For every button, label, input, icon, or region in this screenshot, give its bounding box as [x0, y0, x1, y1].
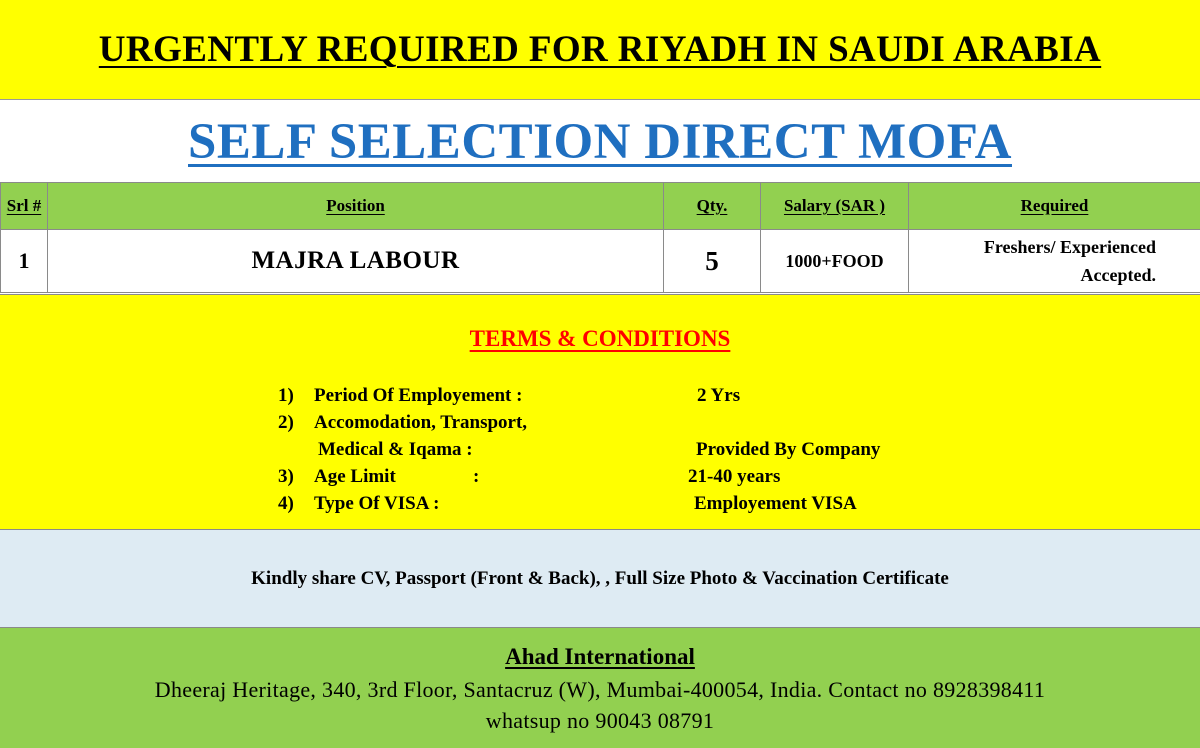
- terms-section: [0, 294, 1200, 530]
- positions-table: [0, 182, 1200, 293]
- subheading-title: SELF SELECTION DIRECT MOFA: [188, 114, 1012, 170]
- header-srl: Srl #: [1, 183, 48, 230]
- term-2-label-line2: Medical & Iqama :: [318, 439, 473, 460]
- term-2-value: Provided By Company: [696, 439, 881, 460]
- term-3-value: 21-40 years: [688, 466, 781, 487]
- term-2-label: Accomodation, Transport,: [314, 412, 528, 433]
- header-required: Required: [909, 183, 1200, 230]
- term-1-value: 2 Yrs: [697, 385, 741, 406]
- table-row: [1, 230, 1200, 293]
- footer-band: [0, 628, 1200, 748]
- cell-srl: 1: [1, 230, 48, 293]
- terms-heading: TERMS & CONDITIONS: [469, 326, 731, 351]
- cell-qty: 5: [664, 230, 761, 293]
- company-name: Ahad International: [505, 644, 695, 669]
- header-title: URGENTLY REQUIRED FOR RIYADH IN SAUDI ARABIA: [98, 29, 1102, 70]
- term-3-label: Age Limit: [314, 466, 396, 487]
- term-3-number: 3): [278, 466, 294, 487]
- header-qty: Qty.: [664, 183, 761, 230]
- cell-required: [909, 230, 1200, 293]
- whatsapp-number: whatsup no 90043 08791: [485, 708, 715, 733]
- documents-text: Kindly share CV, Passport (Front & Back), , Full Size Photo & Vaccination Certificate: [251, 568, 949, 589]
- subheading-band: [0, 100, 1200, 182]
- header-band: [0, 0, 1200, 100]
- cell-salary: 1000+FOOD: [761, 230, 909, 293]
- header-salary: Salary (SAR ): [761, 183, 909, 230]
- term-4-label: Type Of VISA :: [314, 493, 440, 514]
- table-header-row: [1, 183, 1200, 230]
- term-2-number: 2): [278, 412, 294, 433]
- term-4-value: Employement VISA: [694, 493, 857, 514]
- header-position: Position: [48, 183, 664, 230]
- required-line-1: Freshers/ Experienced: [983, 237, 1156, 257]
- cell-position: MAJRA LABOUR: [48, 230, 664, 293]
- company-address: Dheeraj Heritage, 340, 3rd Floor, Santacruz (W), Mumbai-400054, India. Contact no 8928398411: [154, 677, 1046, 702]
- term-3-colon: :: [473, 466, 480, 487]
- term-4-number: 4): [278, 493, 294, 514]
- term-1-number: 1): [278, 385, 294, 406]
- required-line-2: Accepted.: [1080, 265, 1156, 285]
- positions-table-wrapper: [0, 182, 1200, 294]
- term-1-label: Period Of Employement :: [314, 385, 523, 406]
- documents-band: [0, 530, 1200, 628]
